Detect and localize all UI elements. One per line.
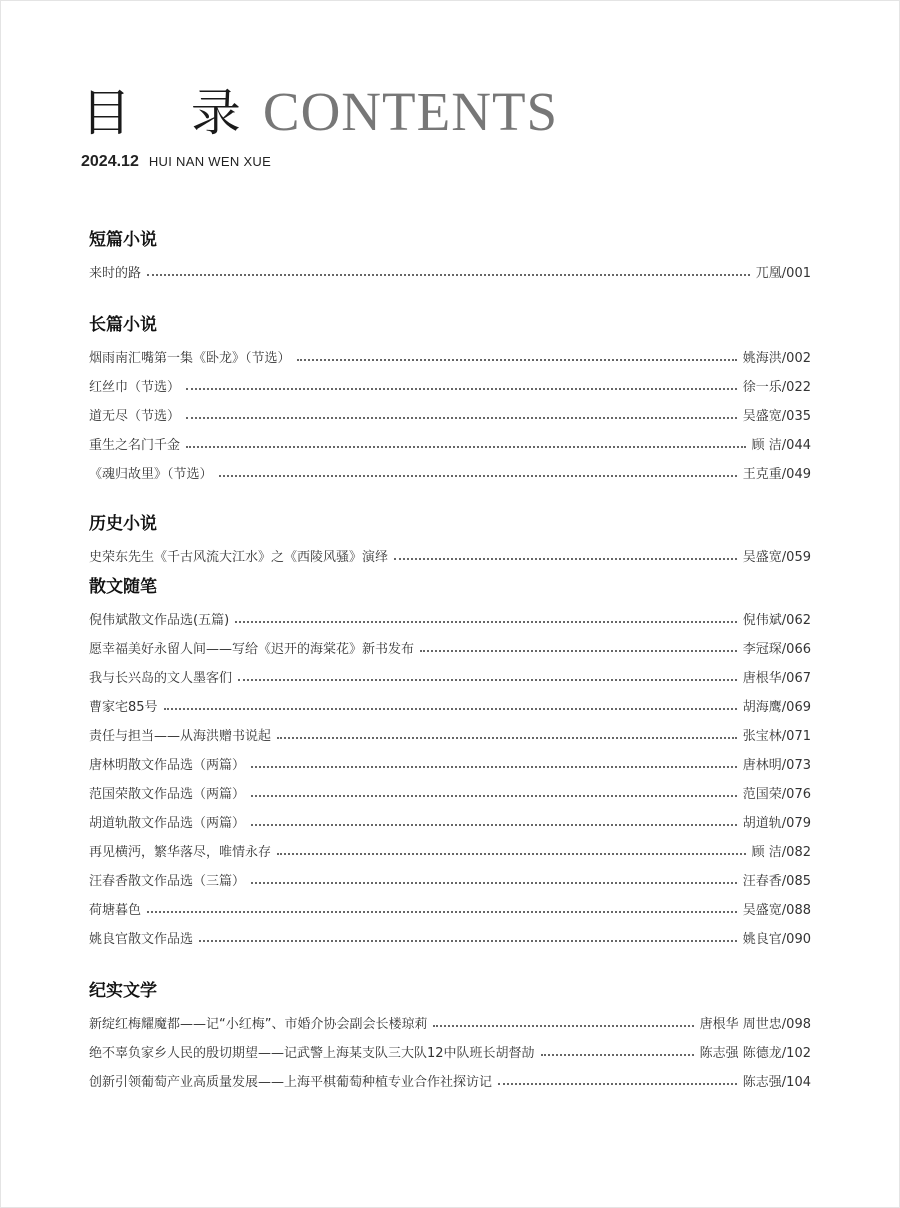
toc-entry[interactable] — [89, 720, 811, 749]
dot-leader — [297, 359, 737, 361]
section-spacer — [89, 286, 811, 308]
entry-author-page: 范国荣/076 — [742, 787, 811, 802]
toc-entry[interactable] — [89, 1066, 811, 1095]
entry-author-page: 姚良官/090 — [742, 932, 811, 947]
entry-author-page: 顾 洁/082 — [751, 845, 811, 860]
toc-entry[interactable] — [89, 541, 811, 570]
entry-title: 曹家宅85号 — [89, 700, 158, 715]
entry-title: 烟雨南汇嘴第一集《卧龙》（节选） — [89, 351, 291, 366]
entry-title: 胡道轨散文作品选（两篇） — [89, 816, 246, 831]
section-title: 纪实文学 — [89, 981, 157, 1001]
entry-title: 再见横沔，繁华落尽，唯情永存 — [89, 845, 272, 860]
toc-entry[interactable] — [89, 1008, 811, 1037]
toc-entry[interactable] — [89, 778, 811, 807]
entry-author-page: 吴盛宽/059 — [742, 550, 811, 565]
toc-section — [89, 308, 811, 487]
entry-author-page: 姚海洪/002 — [742, 351, 811, 366]
entry-title: 道无尽（节选） — [89, 409, 181, 424]
entry-author-page: 唐林明/073 — [742, 758, 811, 773]
toc-entry[interactable] — [89, 923, 811, 952]
dot-leader — [433, 1025, 693, 1027]
dot-leader — [199, 940, 737, 942]
entry-title: 新绽红梅耀魔都——记“小红梅”、市婚介协会副会长楼琼莉 — [89, 1017, 428, 1032]
entry-title: 红丝巾（节选） — [89, 380, 181, 395]
toc-entry[interactable] — [89, 662, 811, 691]
toc-section — [89, 223, 811, 286]
dot-leader — [164, 708, 737, 710]
toc-entry[interactable] — [89, 691, 811, 720]
contents-header — [81, 73, 558, 171]
toc-entry[interactable] — [89, 807, 811, 836]
dot-leader — [541, 1054, 694, 1056]
issue-row — [81, 153, 558, 171]
entry-author-page: 兀凰/001 — [755, 266, 811, 281]
dot-leader — [186, 446, 746, 448]
entry-author-page: 李冠琛/066 — [742, 642, 811, 657]
entry-title: 责任与担当——从海洪赠书说起 — [89, 729, 272, 744]
title-chinese: 目 录 — [81, 84, 263, 142]
entry-title: 绝不辜负家乡人民的殷切期望——记武警上海某支队三大队12中队班长胡督劼 — [89, 1046, 535, 1061]
entry-title: 我与长兴岛的文人墨客们 — [89, 671, 233, 686]
dot-leader — [420, 650, 737, 652]
entry-author-page: 王克重/049 — [742, 467, 811, 482]
dot-leader — [186, 417, 737, 419]
dot-leader — [251, 795, 737, 797]
entry-title: 愿幸福美好永留人间——写给《迟开的海棠花》新书发布 — [89, 642, 415, 657]
toc-entry[interactable] — [89, 836, 811, 865]
entry-author-page: 张宝林/071 — [742, 729, 811, 744]
toc-entry[interactable] — [89, 458, 811, 487]
entry-title: 姚良官散文作品选 — [89, 932, 194, 947]
entry-author-page: 胡道轨/079 — [742, 816, 811, 831]
dot-leader — [251, 882, 737, 884]
entry-title: 史荣东先生《千古风流大江水》之《西陵风骚》演绎 — [89, 550, 389, 565]
section-title: 散文随笔 — [89, 577, 157, 597]
section-title: 历史小说 — [89, 514, 157, 534]
dot-leader — [394, 558, 737, 560]
entry-title: 《魂归故里》（节选） — [89, 467, 213, 482]
entry-author-page: 唐根华 周世忠/098 — [699, 1017, 811, 1032]
section-spacer — [89, 952, 811, 974]
dot-leader — [277, 737, 737, 739]
entry-author-page: 胡海鹰/069 — [742, 700, 811, 715]
entry-author-page: 顾 洁/044 — [751, 438, 811, 453]
toc-entry[interactable] — [89, 371, 811, 400]
toc-entry[interactable] — [89, 865, 811, 894]
toc-entry[interactable] — [89, 429, 811, 458]
toc-entry[interactable] — [89, 633, 811, 662]
entry-author-page: 陈志强/104 — [742, 1075, 811, 1090]
entry-title: 汪春香散文作品选（三篇） — [89, 874, 246, 889]
dot-leader — [235, 621, 737, 623]
entry-author-page: 徐一乐/022 — [742, 380, 811, 395]
toc-section — [89, 974, 811, 1095]
entry-title: 创新引领葡萄产业高质量发展——上海平棋葡萄种植专业合作社探访记 — [89, 1075, 493, 1090]
dot-leader — [147, 911, 737, 913]
entry-title: 重生之名门千金 — [89, 438, 181, 453]
toc-section — [89, 507, 811, 570]
toc-entry[interactable] — [89, 342, 811, 371]
dot-leader — [219, 475, 737, 477]
issue-number: 2024.12 — [81, 153, 139, 170]
section-spacer — [89, 487, 811, 507]
entry-author-page: 倪伟斌/062 — [742, 613, 811, 628]
section-title: 长篇小说 — [89, 315, 157, 335]
entry-title: 来时的路 — [89, 266, 142, 281]
toc-entry[interactable] — [89, 604, 811, 633]
magazine-name: HUI NAN WEN XUE — [148, 154, 272, 169]
dot-leader — [147, 274, 750, 276]
entry-author-page: 吴盛宽/035 — [742, 409, 811, 424]
toc-entry[interactable] — [89, 1037, 811, 1066]
section-title: 短篇小说 — [89, 230, 157, 250]
entry-author-page: 唐根华/067 — [742, 671, 811, 686]
toc-entry[interactable] — [89, 400, 811, 429]
toc-entry[interactable] — [89, 894, 811, 923]
dot-leader — [277, 853, 746, 855]
table-of-contents — [89, 223, 811, 1095]
entry-title: 倪伟斌散文作品选(五篇) — [89, 613, 230, 628]
entry-author-page: 陈志强 陈德龙/102 — [699, 1046, 811, 1061]
toc-entry[interactable] — [89, 749, 811, 778]
entry-author-page: 汪春香/085 — [742, 874, 811, 889]
entry-title: 唐林明散文作品选（两篇） — [89, 758, 246, 773]
title-row — [81, 73, 558, 145]
toc-section — [89, 570, 811, 952]
dot-leader — [186, 388, 737, 390]
dot-leader — [251, 766, 737, 768]
toc-entry[interactable] — [89, 257, 811, 286]
dot-leader — [238, 679, 737, 681]
dot-leader — [251, 824, 737, 826]
entry-title: 荷塘暮色 — [89, 903, 142, 918]
dot-leader — [498, 1083, 737, 1085]
entry-title: 范国荣散文作品选（两篇） — [89, 787, 246, 802]
entry-author-page: 吴盛宽/088 — [742, 903, 811, 918]
title-english: CONTENTS — [262, 81, 559, 142]
